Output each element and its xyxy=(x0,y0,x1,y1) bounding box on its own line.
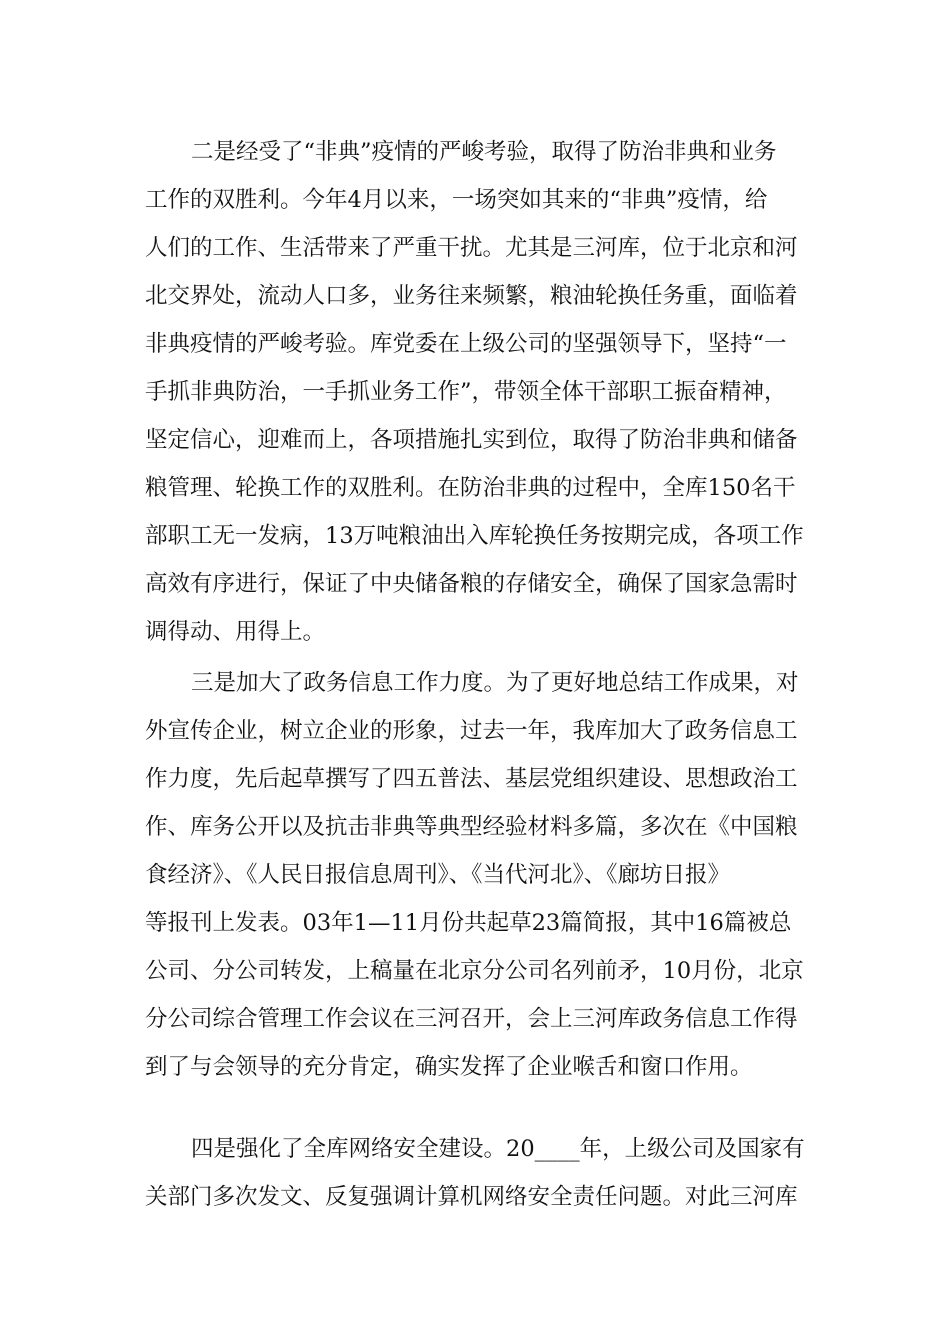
paragraph-2-line-4: 北交界处，流动人口多，业务往来频繁，粮油轮换任务重，面临着 xyxy=(145,283,798,309)
paragraph-2-line-3: 人们的工作、生活带来了严重干扰。尤其是三河库，位于北京和河 xyxy=(145,235,798,261)
paragraph-4-line-1: 四是强化了全库网络安全建设。20____年，上级公司及国家有 xyxy=(191,1136,805,1162)
paragraph-2-line-5: 非典疫情的严峻考验。库党委在上级公司的坚强领导下，坚持“一 xyxy=(145,331,787,357)
paragraph-2-line-2: 工作的双胜利。今年4月以来，一场突如其来的“非典”疫情，给 xyxy=(145,187,768,213)
paragraph-3-line-7: 公司、分公司转发，上稿量在北京分公司名列前矛，10月份，北京 xyxy=(145,958,804,984)
paragraph-3-line-4: 作、库务公开以及抗击非典等典型经验材料多篇，多次在《中国粮 xyxy=(145,814,798,840)
paragraph-2-line-11: 调得动、用得上。 xyxy=(145,619,326,645)
paragraph-2-line-8: 粮管理、轮换工作的双胜利。在防治非典的过程中，全库150名干 xyxy=(145,475,796,501)
paragraph-3-line-8: 分公司综合管理工作会议在三河召开，会上三河库政务信息工作得 xyxy=(145,1006,798,1032)
paragraph-2-line-10: 高效有序进行，保证了中央储备粮的存储安全，确保了国家急需时 xyxy=(145,571,798,597)
paragraph-2-line-7: 坚定信心，迎难而上，各项措施扎实到位，取得了防治非典和储备 xyxy=(145,427,798,453)
paragraph-3-line-2: 外宣传企业，树立企业的形象，过去一年，我库加大了政务信息工 xyxy=(145,718,798,744)
paragraph-2-line-1: 二是经受了“非典”疫情的严峻考验，取得了防治非典和业务 xyxy=(191,139,777,165)
paragraph-3-line-5: 食经济》、《人民日报信息周刊》、《当代河北》、《廊坊日报》 xyxy=(145,862,731,888)
paragraph-3-line-9: 到了与会领导的充分肯定，确实发挥了企业喉舌和窗口作用。 xyxy=(145,1054,753,1080)
paragraph-4-line-2: 关部门多次发文、反复强调计算机网络安全责任问题。对此三河库 xyxy=(145,1184,798,1210)
paragraph-2-line-9: 部职工无一发病，13万吨粮油出入库轮换任务按期完成，各项工作 xyxy=(145,523,804,549)
paragraph-3-line-1: 三是加大了政务信息工作力度。为了更好地总结工作成果，对 xyxy=(191,670,799,696)
paragraph-2-line-6: 手抓非典防治，一手抓业务工作”，带领全体干部职工振奋精神， xyxy=(145,379,787,405)
paragraph-3-line-6: 等报刊上发表。03年1—11月份共起草23篇简报，其中16篇被总 xyxy=(145,910,792,936)
paragraph-3-line-3: 作力度，先后起草撰写了四五普法、基层党组织建设、思想政治工 xyxy=(145,766,798,792)
